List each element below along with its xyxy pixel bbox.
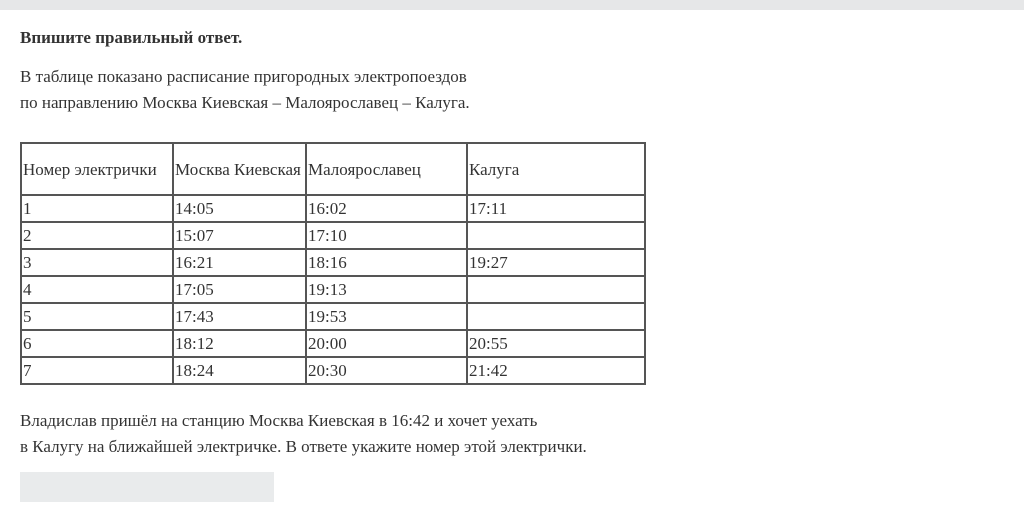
table-row: [21, 249, 645, 276]
table-body: [21, 195, 645, 384]
question-line-2: в Калугу на ближайшей электричке. В ответе укажите номер этой электрички.: [20, 437, 587, 456]
train-schedule-table: [20, 142, 646, 385]
cell-kaluga: [467, 276, 645, 303]
cell-kaluga: 21:42: [467, 357, 645, 384]
cell-moscow-kievskaya: 14:05: [173, 195, 306, 222]
cell-maloyaroslavets: 19:53: [306, 303, 467, 330]
top-bar: [0, 0, 1024, 10]
header-maloyaroslavets: Малоярославец: [306, 143, 467, 195]
cell-maloyaroslavets: 17:10: [306, 222, 467, 249]
problem-line-1: В таблице показано расписание пригородных электропоездов: [20, 67, 467, 86]
table-header-row: [21, 143, 645, 195]
cell-moscow-kievskaya: 15:07: [173, 222, 306, 249]
table-row: [21, 276, 645, 303]
cell-moscow-kievskaya: 18:12: [173, 330, 306, 357]
table-row: [21, 222, 645, 249]
question-text: [20, 408, 1000, 460]
table-row: [21, 357, 645, 384]
cell-maloyaroslavets: 20:00: [306, 330, 467, 357]
task-content: [20, 26, 1000, 502]
header-kaluga: Калуга: [467, 143, 645, 195]
question-line-1: Владислав пришёл на станцию Москва Киевская в 16:42 и хочет уехать: [20, 411, 538, 430]
header-train-number: Номер электрички: [21, 143, 173, 195]
cell-train-number: 3: [21, 249, 173, 276]
task-instruction: Впишите правильный ответ.: [20, 28, 243, 47]
cell-train-number: 4: [21, 276, 173, 303]
cell-moscow-kievskaya: 17:05: [173, 276, 306, 303]
cell-maloyaroslavets: 18:16: [306, 249, 467, 276]
table-row: [21, 303, 645, 330]
cell-train-number: 6: [21, 330, 173, 357]
cell-kaluga: 17:11: [467, 195, 645, 222]
table-row: [21, 330, 645, 357]
cell-kaluga: 20:55: [467, 330, 645, 357]
problem-line-2: по направлению Москва Киевская – Малоярославец – Калуга.: [20, 93, 470, 112]
table-row: [21, 195, 645, 222]
problem-text: [20, 64, 1000, 116]
cell-maloyaroslavets: 19:13: [306, 276, 467, 303]
cell-moscow-kievskaya: 17:43: [173, 303, 306, 330]
cell-train-number: 2: [21, 222, 173, 249]
cell-maloyaroslavets: 16:02: [306, 195, 467, 222]
cell-kaluga: [467, 222, 645, 249]
cell-moscow-kievskaya: 16:21: [173, 249, 306, 276]
cell-train-number: 7: [21, 357, 173, 384]
cell-moscow-kievskaya: 18:24: [173, 357, 306, 384]
cell-train-number: 5: [21, 303, 173, 330]
cell-kaluga: 19:27: [467, 249, 645, 276]
cell-kaluga: [467, 303, 645, 330]
answer-input[interactable]: [20, 472, 274, 502]
header-moscow-kievskaya: Москва Киевская: [173, 143, 306, 195]
cell-train-number: 1: [21, 195, 173, 222]
cell-maloyaroslavets: 20:30: [306, 357, 467, 384]
